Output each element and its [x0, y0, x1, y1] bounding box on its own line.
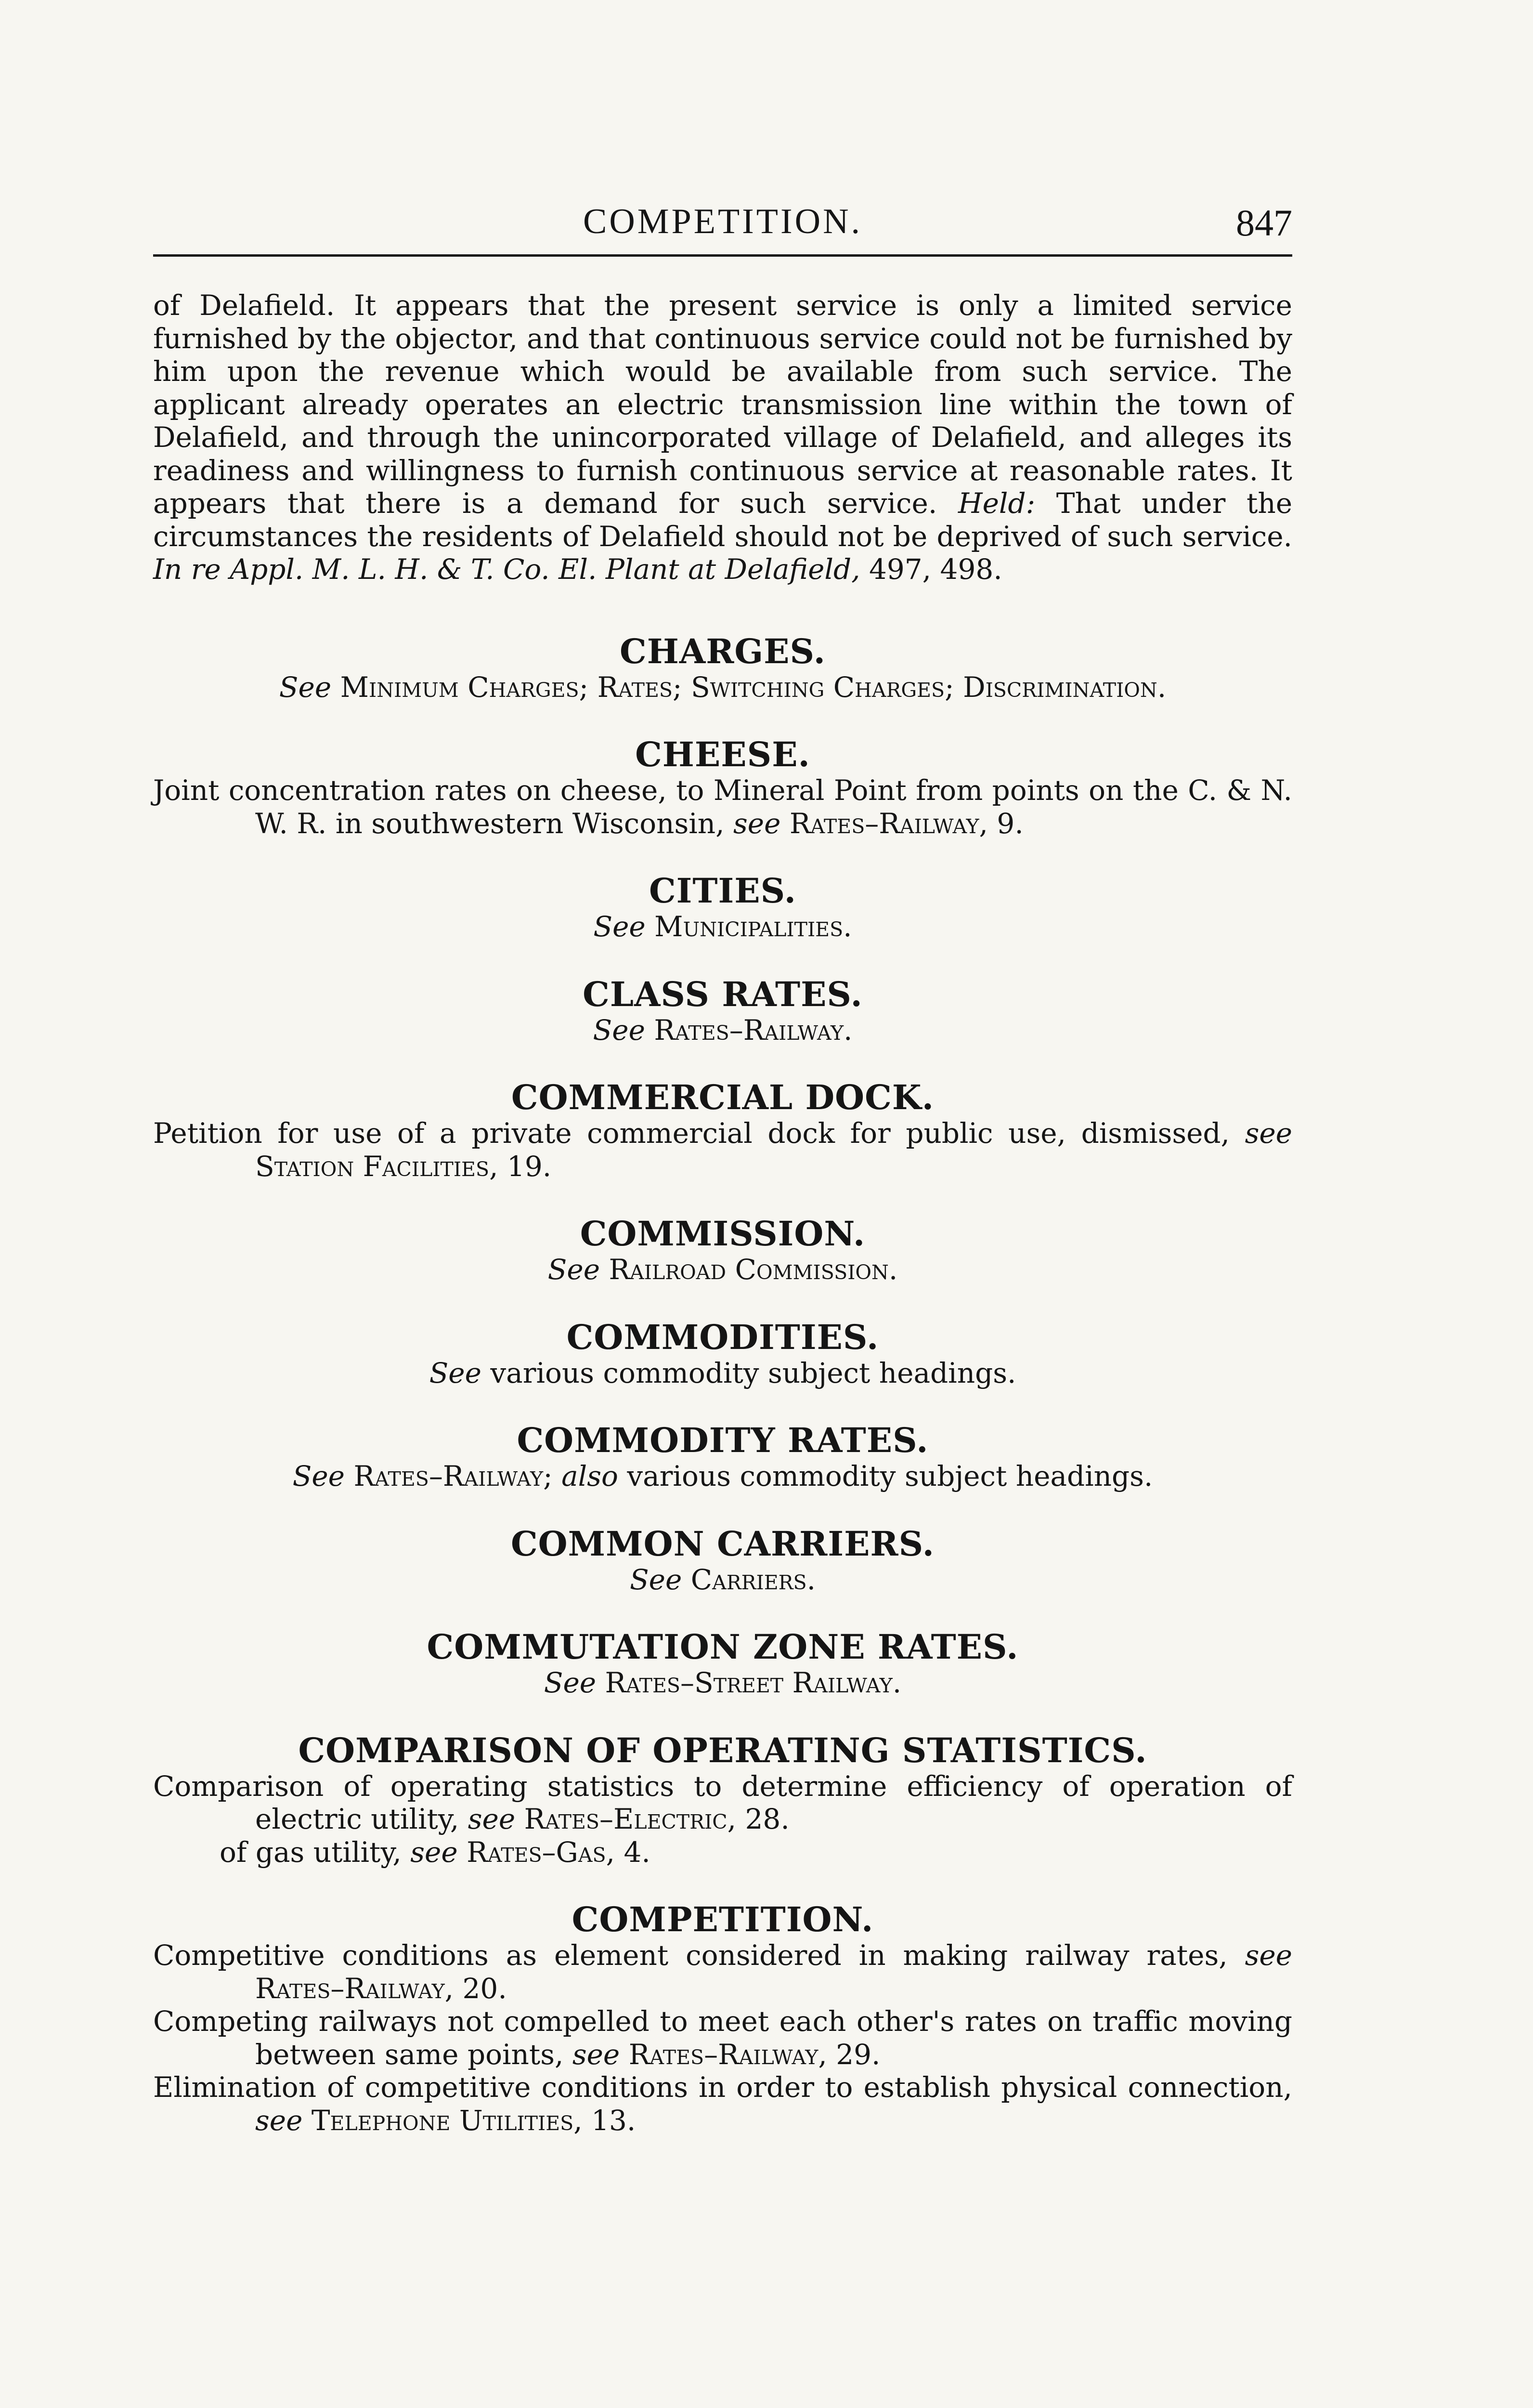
commodity-rates-ref: Rates–Railway; [345, 1460, 553, 1492]
sub-ref: Rates–Gas, [457, 1835, 615, 1869]
also-word: also [552, 1460, 618, 1492]
heading-cheese: CHEESE. [635, 734, 810, 774]
commutation-see-line [153, 1666, 1292, 1700]
entry-text: Competitive conditions as element considered in making railway rates, [153, 1939, 1245, 1972]
comparison-subentry [153, 1836, 1292, 1869]
heading-common-carriers: COMMON CARRIERS. [510, 1523, 935, 1564]
sub-ref-num: 4. [615, 1835, 650, 1869]
competition-entry [153, 2071, 1292, 2137]
intro-text: of Delafield. It appears that the present service is only a limited service furnished by the objector, and that continuous service could not be furnished by him upon the revenue which would be available from such service. The applicant already operates an electric transmission line within the town of Delafield, and through the unincorporated village of Delafield, and alleges its readiness and willingness to furnish continuous service at reasonable rates. It appears that there is a demand for such service. [153, 289, 1292, 520]
entry-text: Elimination of competitive conditions in order to establish physical connection, [153, 2071, 1292, 2104]
charges-refs: Minimum Charges; Rates; Switching Charges; Discrimination. [340, 670, 1167, 704]
common-carriers-ref: Carriers. [682, 1563, 816, 1596]
heading-commercial-dock: COMMERCIAL DOCK. [511, 1077, 935, 1117]
index-content [153, 289, 1292, 2137]
entry-ref-num: 19. [498, 1150, 552, 1183]
heading-commutation-zone-rates: COMMUTATION ZONE RATES. [427, 1627, 1019, 1667]
intro-paragraph [153, 289, 1292, 586]
entry-ref: Rates–Railway, [255, 1972, 454, 2005]
entry-ref: Station Facilities, [255, 1150, 498, 1183]
see-word: See [292, 1460, 345, 1492]
commodities-see-line [153, 1357, 1292, 1390]
class-rates-ref: Rates–Railway. [645, 1013, 853, 1047]
entry-text: Petition for use of a private commercial dock for public use, dismissed, [153, 1117, 1245, 1150]
see-word: see [733, 807, 781, 840]
header-rule [153, 254, 1292, 257]
running-head-title: COMPETITION. [583, 202, 863, 241]
cheese-entry [153, 774, 1292, 840]
see-word: See [593, 910, 646, 943]
common-carriers-see-line [153, 1563, 1292, 1597]
entry-text: Joint concentration rates on cheese, to Mineral Point from points on the C. & N. W. R. in southwestern Wisconsin, [153, 774, 1292, 840]
see-word: see [255, 2104, 303, 2137]
comparison-entry [153, 1770, 1292, 1836]
heading-competition: COMPETITION. [572, 1899, 874, 1939]
entry-ref-num: 28. [736, 1803, 790, 1835]
citation-italic: In re Appl. M. L. H. & T. Co. El. Plant at Delafield, [153, 553, 860, 586]
see-word: see [572, 2038, 620, 2071]
running-head [153, 201, 1292, 259]
charges-see-line [153, 671, 1292, 704]
commodities-text: various commodity subject headings. [481, 1356, 1016, 1389]
entry-ref: Rates–Electric, [515, 1803, 737, 1835]
cities-see-line [153, 910, 1292, 943]
see-word: See [593, 1013, 645, 1047]
see-word: see [1245, 1939, 1292, 1972]
entry-ref-num: 29. [827, 2038, 881, 2071]
see-word: See [279, 670, 332, 704]
entry-ref-num: 13. [582, 2104, 636, 2137]
sub-text: of gas utility, [220, 1835, 411, 1869]
competition-entry [153, 1939, 1292, 2005]
heading-cities: CITIES. [649, 871, 797, 911]
commodity-rates-see-line [153, 1460, 1292, 1493]
heading-charges: CHARGES. [620, 631, 826, 671]
heading-commodity-rates: COMMODITY RATES. [517, 1420, 929, 1460]
heading-class-rates: CLASS RATES. [583, 974, 863, 1014]
competition-entry [153, 2005, 1292, 2071]
entry-ref-num: 20. [454, 1972, 507, 2005]
citation-pages: 497, 498. [860, 553, 1002, 586]
held-label: Held: [958, 487, 1036, 520]
heading-commission: COMMISSION. [580, 1214, 866, 1254]
commission-ref: Railroad Commission. [600, 1253, 898, 1286]
entry-ref: Rates–Railway, [620, 2038, 827, 2071]
entry-text: Comparison of operating statistics to determine efficiency of operation of electric utility, [153, 1769, 1292, 1835]
heading-comparison: COMPARISON OF OPERATING STATISTICS. [298, 1730, 1147, 1770]
see-word: see [1245, 1117, 1292, 1150]
see-word: See [544, 1666, 597, 1699]
cities-ref: Municipalities. [645, 910, 852, 943]
see-word: See [547, 1253, 600, 1286]
heading-commodities: COMMODITIES. [566, 1317, 879, 1357]
entry-ref: Telephone Utilities, [302, 2104, 583, 2137]
entry-ref: Rates–Railway, [780, 807, 988, 840]
commodity-rates-text: various commodity subject headings. [618, 1460, 1153, 1492]
commission-see-line [153, 1253, 1292, 1286]
see-word: see [410, 1835, 458, 1869]
see-word: See [429, 1356, 481, 1389]
held-text: That under the circumstances the residents of Delafield should not be deprived of such service. [153, 487, 1293, 553]
entry-ref-num: 9. [987, 807, 1024, 840]
see-word: see [468, 1803, 516, 1835]
page-number: 847 [1236, 202, 1292, 244]
commutation-ref: Rates–Street Railway. [596, 1666, 902, 1699]
entry-text: Competing railways not compelled to meet each other's rates on traffic moving between same points, [153, 2005, 1292, 2071]
see-word: See [629, 1563, 682, 1596]
class-rates-see-line [153, 1014, 1292, 1047]
commercial-dock-entry [153, 1117, 1292, 1183]
